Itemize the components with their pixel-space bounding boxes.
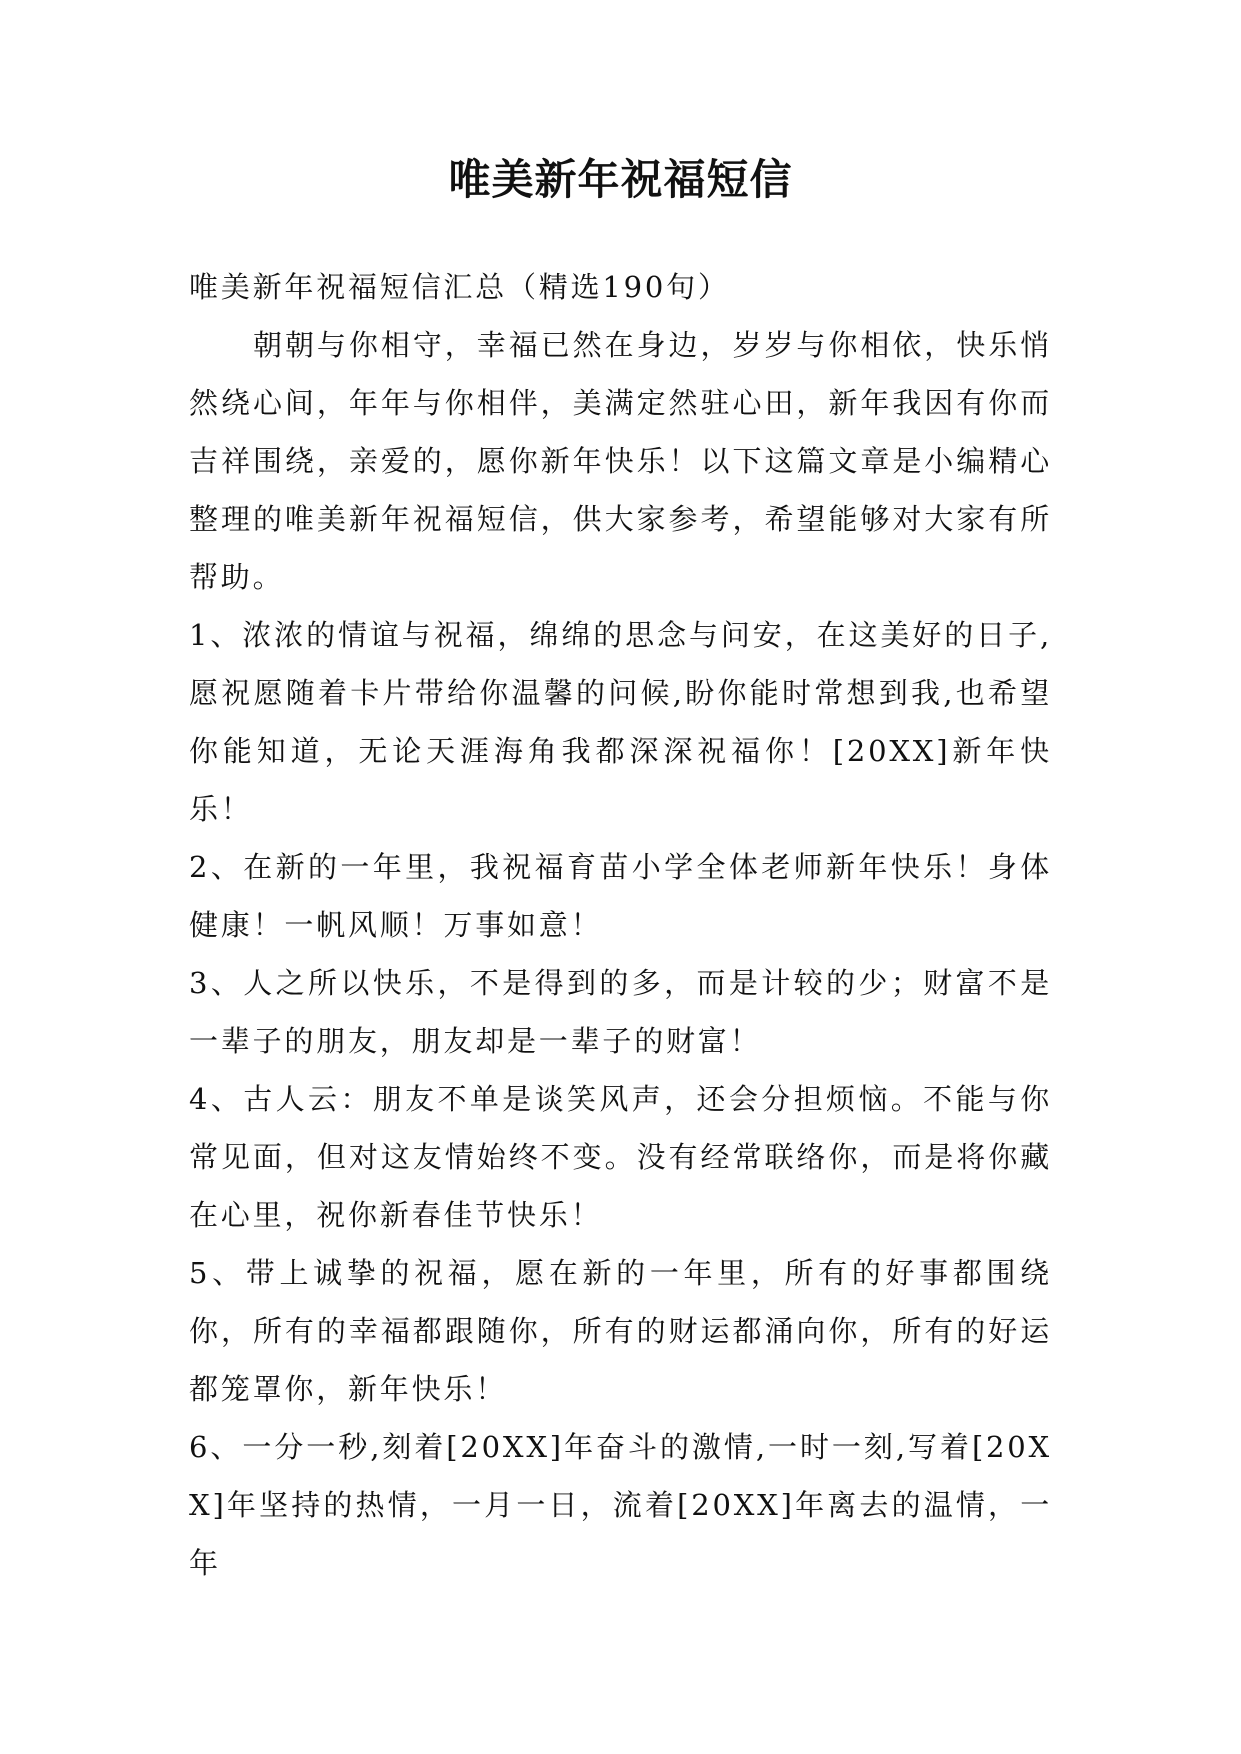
list-item-2: 2、在新的一年里，我祝福育苗小学全体老师新年快乐！身体健康！一帆风顺！万事如意！	[189, 850, 1052, 942]
list-item-5: 5、带上诚挚的祝福，愿在新的一年里，所有的好事都围绕你，所有的幸福都跟随你，所有的财运都涌向你，所有的好运都笼罩你，新年快乐！	[189, 1256, 1052, 1406]
list-item-1: 1、浓浓的情谊与祝福，绵绵的思念与问安，在这美好的日子,愿祝愿随着卡片带给你温馨的问候,盼你能时常想到我,也希望你能知道，无论天涯海角我都深深祝福你！[20XX]新年快乐！	[189, 618, 1052, 826]
document-body	[189, 258, 1052, 1592]
document-subtitle: 唯美新年祝福短信汇总（精选190句）	[189, 270, 730, 304]
list-item-6: 6、一分一秒,刻着[20XX]年奋斗的激情,一时一刻,写着[20XX]年坚持的热情，一月一日，流着[20XX]年离去的温情，一年	[189, 1430, 1052, 1580]
list-item-3: 3、人之所以快乐，不是得到的多，而是计较的少；财富不是一辈子的朋友，朋友却是一辈子的财富！	[189, 966, 1052, 1058]
list-item-4: 4、古人云：朋友不单是谈笑风声，还会分担烦恼。不能与你常见面，但对这友情始终不变。没有经常联络你，而是将你藏在心里，祝你新春佳节快乐！	[189, 1082, 1052, 1232]
document-title: 唯美新年祝福短信	[448, 155, 793, 204]
intro-paragraph: 朝朝与你相守，幸福已然在身边，岁岁与你相依，快乐悄然绕心间，年年与你相伴，美满定然驻心田，新年我因有你而吉祥围绕，亲爱的，愿你新年快乐！以下这篇文章是小编精心整理的唯美新年祝福短信，供大家参考，希望能够对大家有所帮助。	[189, 328, 1052, 594]
